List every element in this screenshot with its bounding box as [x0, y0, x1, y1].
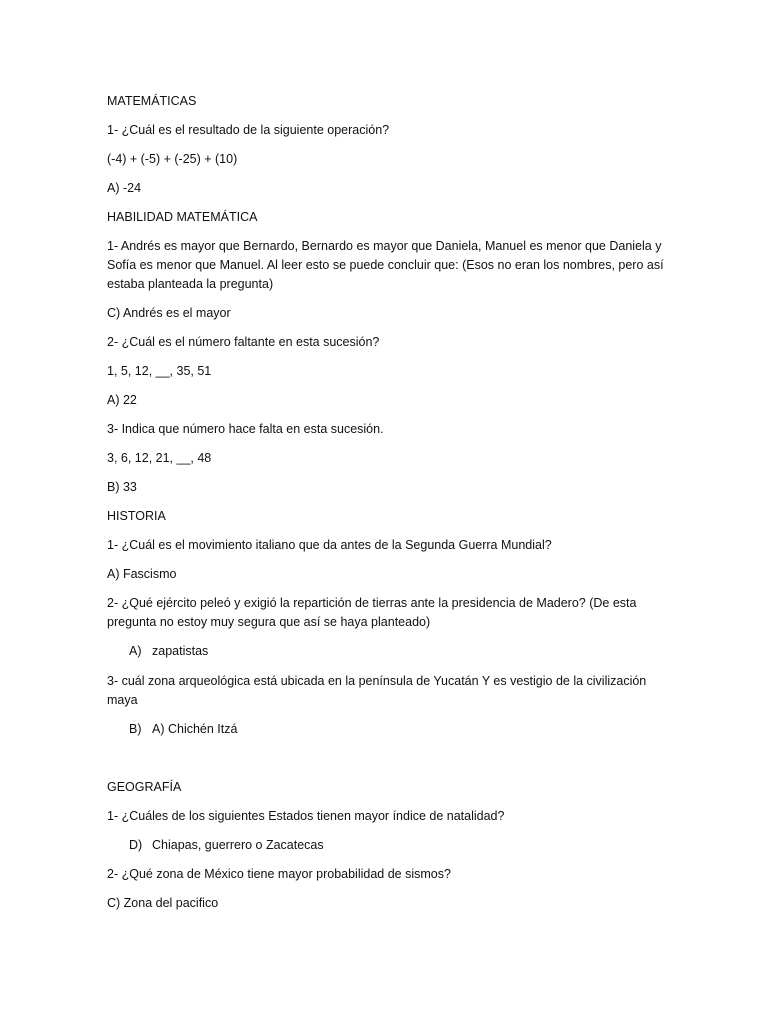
question-text: 2- ¿Qué ejército peleó y exigió la repartición de tierras ante la presidencia de Madero? (De esta — [107, 596, 637, 610]
question-text: maya — [107, 693, 138, 707]
question-text: estaba planteada la pregunta) — [107, 277, 274, 291]
section-heading-habilidad-matematica: HABILIDAD MATEMÁTICA — [107, 210, 258, 224]
question-text: 1- Andrés es mayor que Bernardo, Bernardo es mayor que Daniela, Manuel es menor que Daniela y — [107, 239, 662, 253]
section-heading-historia: HISTORIA — [107, 509, 166, 523]
answer-text: A) Chichén Itzá — [152, 722, 238, 736]
answer-text: Chiapas, guerrero o Zacatecas — [152, 838, 324, 852]
section-heading-geografia: GEOGRAFÍA — [107, 780, 182, 794]
operation-text: (-4) + (-5) + (-25) + (10) — [107, 152, 238, 166]
answer-text: C) Zona del pacifico — [107, 896, 219, 910]
list-marker: B) — [129, 722, 142, 736]
question-text: 1- ¿Cuál es el movimiento italiano que da antes de la Segunda Guerra Mundial? — [107, 538, 552, 552]
sequence-text: 3, 6, 12, 21, __, 48 — [107, 451, 212, 465]
question-text: Sofía es menor que Manuel. Al leer esto se puede concluir que: (Esos no eran los nombres, pero así — [107, 258, 664, 272]
answer-text: A) -24 — [107, 181, 142, 195]
question-text: 1- ¿Cuáles de los siguientes Estados tienen mayor índice de natalidad? — [107, 809, 505, 823]
question-text: 2- ¿Cuál es el número faltante en esta sucesión? — [107, 335, 380, 349]
answer-text: A) 22 — [107, 393, 137, 407]
question-text: pregunta no estoy muy segura que así se haya planteado) — [107, 615, 431, 629]
question-text: 3- Indica que número hace falta en esta sucesión. — [107, 422, 384, 436]
answer-text: zapatistas — [152, 644, 209, 658]
question-text: 3- cuál zona arqueológica está ubicada en la península de Yucatán Y es vestigio de la civilización — [107, 674, 647, 688]
list-marker: A) — [129, 644, 142, 658]
question-text: 1- ¿Cuál es el resultado de la siguiente operación? — [107, 123, 390, 137]
sequence-text: 1, 5, 12, __, 35, 51 — [107, 364, 212, 378]
answer-text: C) Andrés es el mayor — [107, 306, 231, 320]
section-heading-matematicas: MATEMÁTICAS — [107, 94, 197, 108]
question-text: 2- ¿Qué zona de México tiene mayor probabilidad de sismos? — [107, 867, 451, 881]
list-marker: D) — [129, 838, 143, 852]
answer-text: A) Fascismo — [107, 567, 177, 581]
answer-text: B) 33 — [107, 480, 137, 494]
